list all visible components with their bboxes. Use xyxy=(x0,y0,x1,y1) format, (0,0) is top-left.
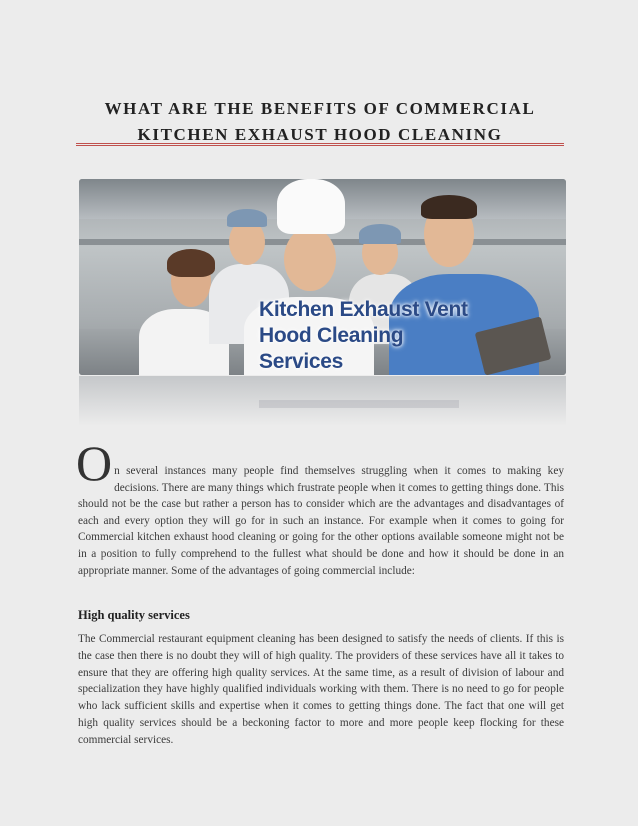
intro-paragraph xyxy=(76,435,564,579)
page-title: WHAT ARE THE BENEFITS OF COMMERCIAL KITCHEN EXHAUST HOOD CLEANING xyxy=(104,99,536,144)
hero-image xyxy=(79,179,566,375)
intro-text: n several instances many people find themselves struggling when it comes to making key decisions. There are many things which frustrate people when it comes to getting things done. This should not be the case but rather a person has to consider which are the advantages and disadvantages of each and every option they will go for in such an instance. For example when it comes to going for Commercial kitchen exhaust hood cleaning or going for the other options available someone might not be in a position to fully comprehend to the fullest what should be done and how it should be done in an appropriate manner. Some of the advantages of going commercial include: xyxy=(78,465,564,577)
title-divider xyxy=(76,143,564,146)
reflection-ghost-text xyxy=(259,400,459,408)
hero-reflection xyxy=(79,376,566,426)
hero-caption-line1: Kitchen Exhaust Vent xyxy=(259,298,468,321)
hero-caption xyxy=(259,297,489,375)
section-body: The Commercial restaurant equipment cleaning has been designed to satisfy the needs of clients. If this is the case then there is no doubt they will of high quality. The providers of these services have all it takes to ensure that they are offering high quality services. At the same time, as a result of division of labour and specialization they have highly qualified individuals working with them. There is no need to go for people who lack sufficient skills and expertise when it comes to getting things done. The fact that one will get high quality services should be a beckoning factor to more and more people keep flocking for these commercial services. xyxy=(78,633,564,746)
hero-caption-line2: Hood Cleaning Services xyxy=(259,324,404,373)
drop-cap: O xyxy=(76,435,113,491)
section-heading: High quality services xyxy=(78,608,190,622)
